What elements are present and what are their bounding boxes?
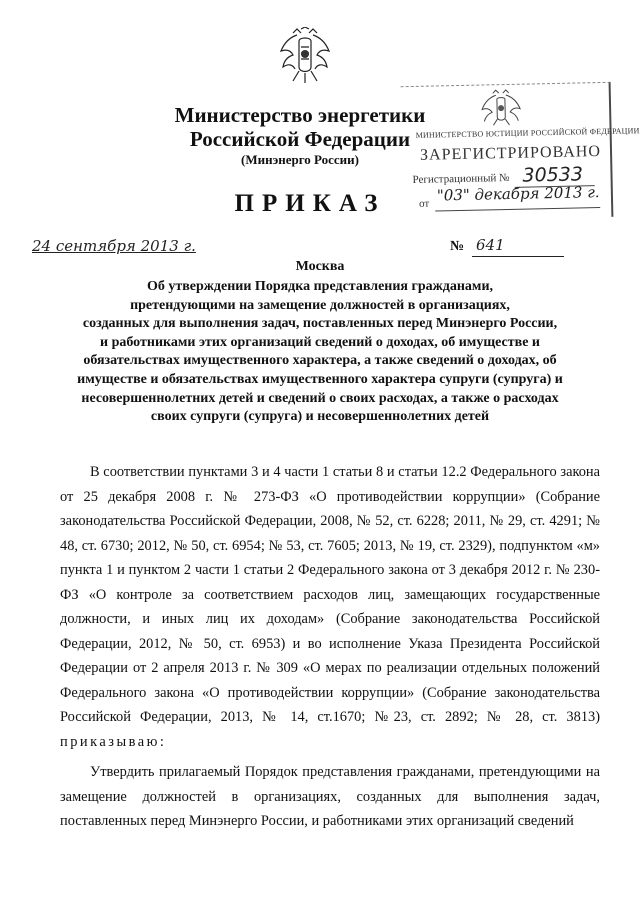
body-paragraph-preamble <box>60 460 600 754</box>
stamp-regno-value: 30533 <box>522 163 584 187</box>
coat-of-arms-emblem <box>279 27 331 87</box>
title-line: своих супруги (супруга) и несовершеннолетних детей <box>150 409 490 425</box>
title-line: Об утверждении Порядка представления гражданами, <box>146 279 494 294</box>
ministry-name-line2: Российской Федерации <box>189 127 411 151</box>
order-verb: приказываю: <box>60 733 167 750</box>
stamp-date-value: "03" декабря 2013 г. <box>436 183 600 205</box>
order-number-value: 641 <box>476 236 505 254</box>
city-name: Москва <box>295 259 345 274</box>
stamp-regno-label: Регистрационный № <box>412 171 510 186</box>
order-title <box>60 278 580 427</box>
title-line: несовершеннолетних детей и сведений о своих расходах, а также о расходах <box>81 390 559 406</box>
registration-stamp <box>401 82 640 221</box>
ministry-short-name: (Минэнерго России) <box>241 152 359 167</box>
stamp-registered-label: ЗАРЕГИСТРИРОВАНО <box>419 143 602 164</box>
order-body <box>60 460 600 834</box>
preamble-text: В соответствии пунктами 3 и 4 части 1 статьи 8 и статьи 12.2 Федерального закона от 25 декабря 2008 г. № 273-ФЗ «О противодействии коррупции» (Собрание законодательства Российской Федерации, 2008, № 52, ст. 6228; 2011, № 29, ст. 4291; № 48, ст. 6730; 2012, № 50, ст. 6954; № 53, ст. 7605; 2013, № 19, ст. 2329), подпунктом «м» пункта 1 и пунктом 2 части 1 статьи 2 Федерального закона от 3 декабря 2012 г. № 230-ФЗ «О контроле за соответствием расходов лиц, замещающих государственные должности, и иных лиц их доходам» (Собрание законодательства Российской Федерации, 2012, № 50, ст. 6953) и во исполнение Указа Президента Российской Федерации от 2 апреля 2013 г. № 309 «О мерах по реализации отдельных положений Федерального закона «О противодействии коррупции» (Собрание законодательства Российской Федерации, 2013, № 14, ст.1670; №23, ст. 2892; № 28, ст. 3813) <box>60 464 600 725</box>
document-type-heading: ПРИКАЗ <box>234 190 386 217</box>
ministry-name-line1: Министерство энергетики <box>174 103 426 127</box>
title-line: созданных для выполнения задач, поставленных перед Минэнерго России, <box>82 316 558 332</box>
body-paragraph-approve: Утвердить прилагаемый Порядок представления гражданами, претендующими на замещение должностей в организациях, созданных для выполнения задач, поставленных перед Минэнерго России, и работниками этих организаций сведений <box>60 764 600 829</box>
title-line: претендующими на замещение должностей в организациях, <box>130 297 510 313</box>
stamp-emblem-icon <box>481 89 522 128</box>
order-date-handwritten: 24 сентября 2013 г. <box>32 237 196 255</box>
stamp-ministry-of-justice: МИНИСТЕРСТВО ЮСТИЦИИ РОССИЙСКОЙ ФЕДЕРАЦИИ <box>415 126 640 140</box>
title-line: и работниками этих организаций сведений о доходах, об имуществе и <box>100 334 540 350</box>
title-line: имуществе и обязательствах имущественного характера супруги (супруга) и <box>77 371 563 387</box>
order-number-underline <box>472 256 564 257</box>
title-line: обязательствах имущественного характера, а также сведений о доходах, об <box>83 353 557 369</box>
order-number-label: № <box>450 239 465 254</box>
stamp-from-label: от <box>418 197 430 210</box>
